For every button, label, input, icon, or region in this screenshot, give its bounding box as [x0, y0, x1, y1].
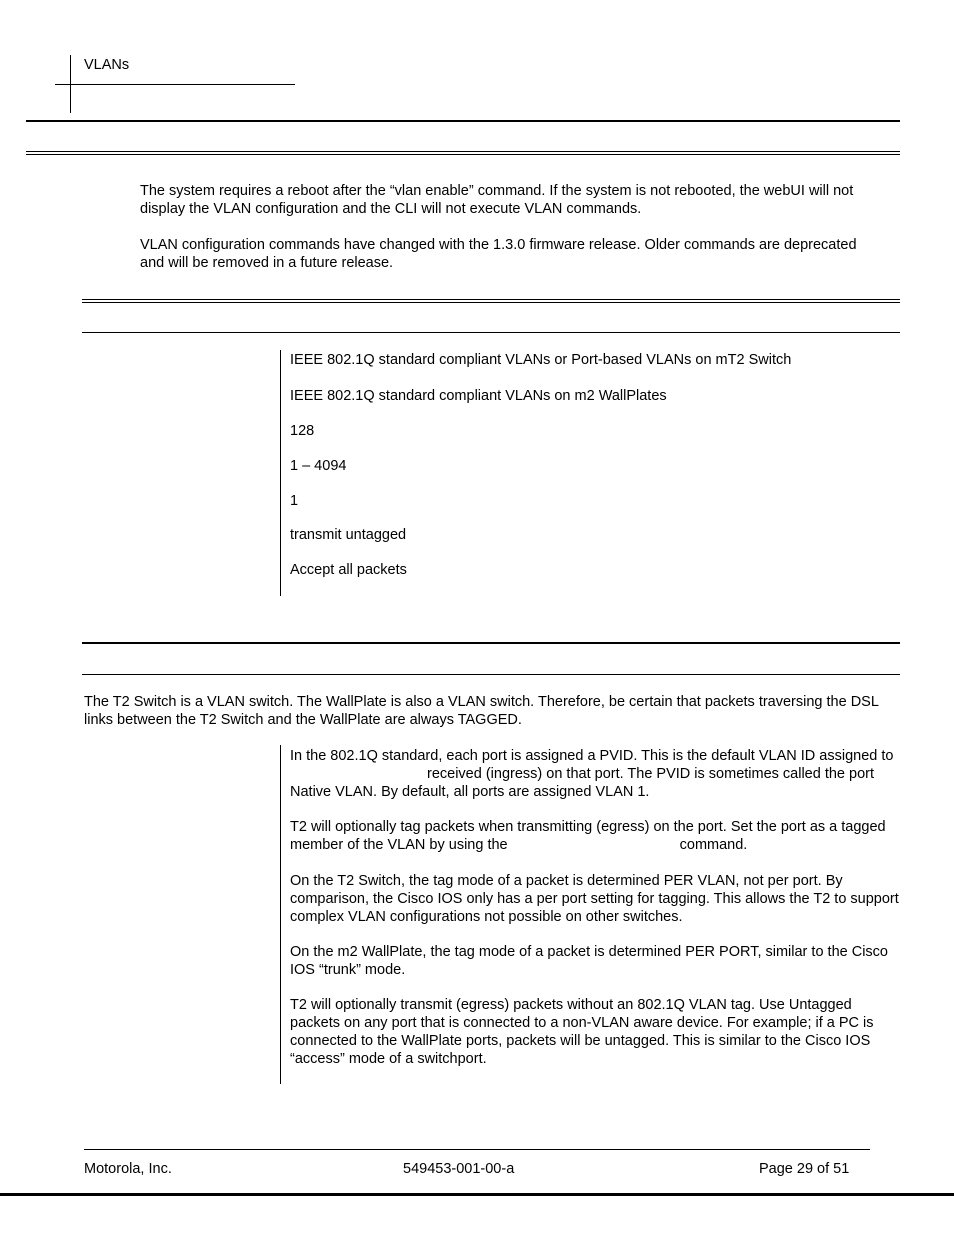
footer-rule	[84, 1149, 870, 1150]
defs-rule-top	[82, 642, 900, 644]
footer-page-number: Page 29 of 51	[759, 1161, 850, 1177]
definition-tagged-text-1: T2 will optionally tag packets when transmitting (egress) on the port. Set the port as a tagged member of the VLAN by using the	[290, 819, 886, 853]
spec-vlan-types-wallplate: IEEE 802.1Q standard compliant VLANs on m2 WallPlates	[290, 388, 667, 404]
specs-rule-single	[82, 332, 900, 333]
definition-pvid-text-1: In the 802.1Q standard, each port is assigned a PVID. This is the default VLAN ID assigned to	[290, 748, 894, 764]
specs-column-divider	[280, 350, 281, 596]
footer-doc-number: 549453-001-00-a	[403, 1161, 515, 1177]
title-rule-double-b	[26, 154, 900, 155]
header-section-title: VLANs	[84, 57, 130, 73]
defs-rule-single	[82, 674, 900, 675]
definition-untagged: T2 will optionally transmit (egress) packets without an 802.1Q VLAN tag. Use Untagged packets on any port that is connected to a non-VLAN aware device. For example; if a PC is connected to the WallPlate ports, packets will be untagged. This is similar to the Cisco IOS “access” mode of a switchport.	[290, 997, 874, 1067]
title-rule-double-a	[26, 151, 900, 152]
title-rule-top	[26, 120, 900, 122]
footer-company: Motorola, Inc.	[84, 1161, 172, 1177]
spec-ingress-filter: Accept all packets	[290, 562, 407, 578]
definitions-column-divider	[280, 745, 281, 1084]
specs-rule-double-a	[82, 299, 900, 300]
spec-vlan-id-range: 1 – 4094	[290, 458, 347, 474]
definition-tag-mode-switch: On the T2 Switch, the tag mode of a packet is determined PER VLAN, not per port. By comparison, the Cisco IOS only has a per port setting for tagging. This allows the T2 to support complex VLAN configurations not possible on other switches.	[290, 873, 899, 925]
spec-default-tag-mode: transmit untagged	[290, 527, 407, 543]
definitions-intro: The T2 Switch is a VLAN switch. The WallPlate is also a VLAN switch. Therefore, be certain that packets traversing the DSL links between the T2 Switch and the WallPlate are always TAGGED.	[84, 694, 879, 728]
header-horizontal-rule	[55, 84, 295, 85]
spec-max-vlans: 128	[290, 423, 315, 439]
definition-pvid	[290, 747, 900, 803]
note-deprecated: VLAN configuration commands have changed with the 1.3.0 firmware release. Older commands are deprecated and will be removed in a future release.	[140, 237, 857, 271]
definition-tag-mode-wallplate: On the m2 WallPlate, the tag mode of a packet is determined PER PORT, similar to the Cisco IOS “trunk” mode.	[290, 944, 888, 978]
definition-pvid-text-2: received (ingress) on that port. The PVID is sometimes called the port Native VLAN. By default, all ports are assigned VLAN 1.	[290, 766, 875, 800]
spec-default-vlan: 1	[290, 493, 299, 509]
specs-rule-double-b	[82, 302, 900, 303]
note-reboot: The system requires a reboot after the “vlan enable” command. If the system is not rebooted, the webUI will not display the VLAN configuration and the CLI will not execute VLAN commands.	[140, 183, 854, 217]
footer-bottom-rule	[0, 1193, 954, 1196]
definition-tagged-text-2: command.	[679, 837, 748, 853]
spec-vlan-types-switch: IEEE 802.1Q standard compliant VLANs or Port-based VLANs on mT2 Switch	[290, 352, 792, 368]
definition-tagged	[290, 818, 890, 856]
